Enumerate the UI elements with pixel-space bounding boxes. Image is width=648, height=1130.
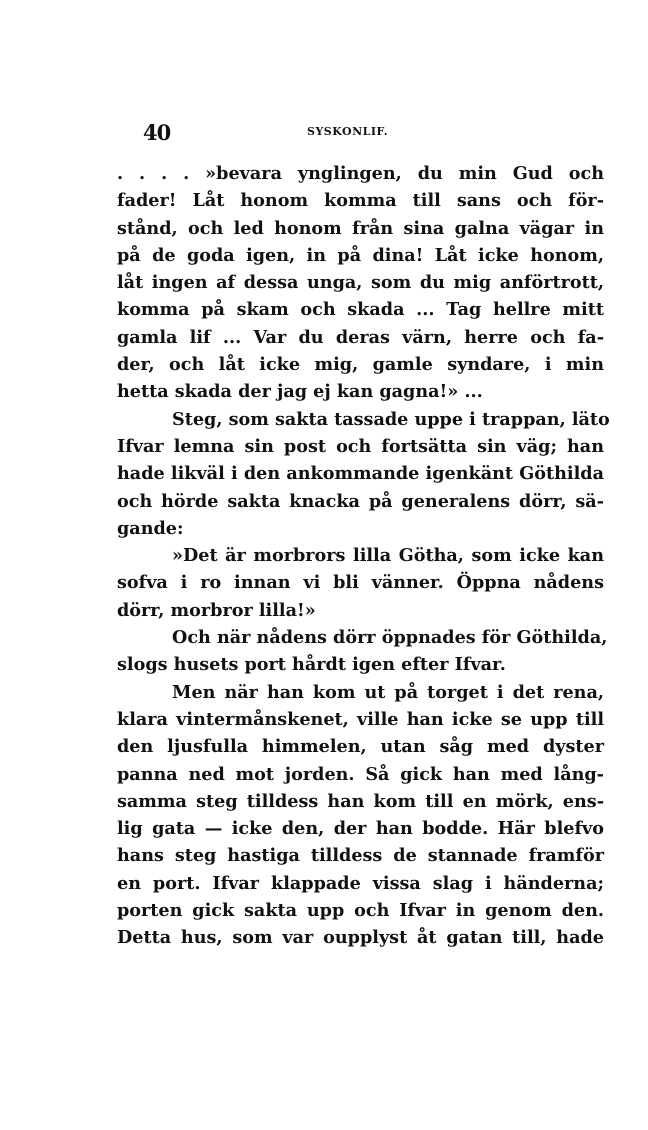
text-line: panna ned mot jorden. Så gick han med lång- <box>117 763 604 785</box>
text-line: låt ingen af dessa unga, som du mig anförtrott, <box>117 272 604 294</box>
text-line: . . . . »bevara ynglingen, du min Gud och <box>117 163 604 184</box>
page-number: 40 <box>143 120 171 145</box>
text-line: »Det är morbrors lilla Götha, som icke kan <box>172 545 604 567</box>
text-line: Steg, som sakta tassade uppe i trappan, läto <box>172 408 610 430</box>
text-line: dörr, morbror lilla!» <box>117 599 316 621</box>
text-line: en port. Ifvar klappade vissa slag i händerna; <box>117 872 604 894</box>
text-line: den ljusfulla himmelen, utan såg med dyster <box>117 736 604 758</box>
text-line: lig gata — icke den, der han bodde. Här blefvo <box>117 818 604 840</box>
text-line: gamla lif ... Var du deras värn, herre och fa- <box>117 326 604 348</box>
text-line: Och när nådens dörr öppnades för Göthilda, <box>172 627 608 649</box>
text-line: hans steg hastiga tilldess de stannade framför <box>117 845 604 867</box>
text-line: och hörde sakta knacka på generalens dörr, sä- <box>117 490 604 512</box>
running-head <box>117 120 604 144</box>
text-line: hetta skada der jag ej kan gagna!» ... <box>117 381 483 403</box>
text-line: Men när han kom ut på torget i det rena, <box>172 681 604 703</box>
running-title: SYSKONLIF. <box>307 125 389 138</box>
text-line: der, och låt icke mig, gamle syndare, i min <box>117 354 604 376</box>
text-line: hade likväl i den ankommande igenkänt Göthilda <box>117 463 604 485</box>
text-line: Ifvar lemna sin post och fortsätta sin väg; han <box>117 435 604 457</box>
text-line: slogs husets port hårdt igen efter Ifvar. <box>117 654 506 676</box>
text-line: på de goda igen, in på dina! Låt icke honom, <box>117 244 604 266</box>
text-line: sofva i ro innan vi bli vänner. Öppna nådens <box>117 572 604 594</box>
text-line: samma steg tilldess han kom till en mörk, ens- <box>117 790 604 812</box>
text-line: klara vintermånskenet, ville han icke se upp till <box>117 708 604 730</box>
body-text <box>117 160 610 952</box>
text-line: stånd, och led honom från sina galna vägar in <box>117 217 604 239</box>
text-line: fader! Låt honom komma till sans och för- <box>117 190 604 212</box>
text-line: porten gick sakta upp och Ifvar in genom den. <box>117 900 604 922</box>
text-line: Detta hus, som var oupplyst åt gatan till, hade <box>117 927 604 949</box>
text-line: gande: <box>117 517 184 539</box>
text-line: komma på skam och skada ... Tag hellre mitt <box>117 299 604 321</box>
